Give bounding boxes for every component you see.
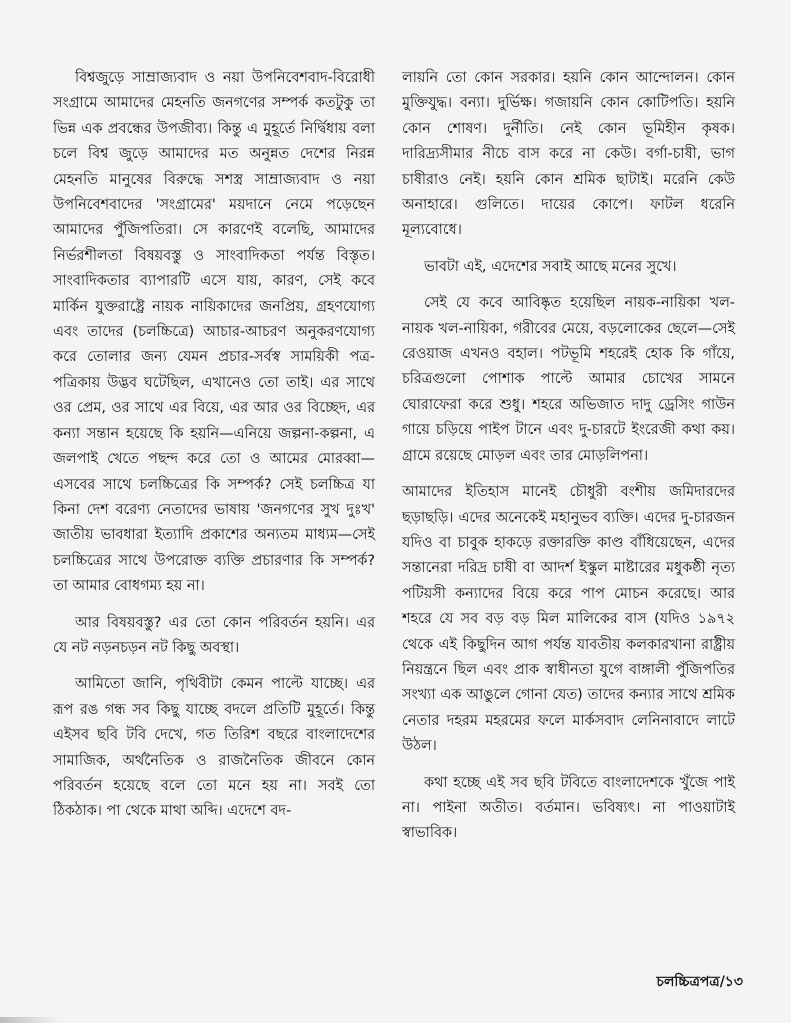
paragraph-right-2: ভাবটা এই, এদেশের সবাই আছে মনের সুখে।	[424, 258, 677, 275]
page-number-footer: চলচ্চিত্রপত্র/১৩	[656, 974, 743, 990]
right-column	[402, 66, 735, 858]
paragraph-right-3: সেই যে কবে আবিষ্কৃত হয়েছিল নায়ক-নায়িকা খল-নায়ক খল-নায়িকা, গরীবের মেয়ে, বড়লোকের ছেলে—সেই রেওয়াজ এখনও বহাল। পটভূমি শহরেই হোক কি গাঁয়ে, চরিত্রগুলো পোশাক পাল্টে আমার চোখের সামনে ঘোরাফেরা করে শুধু। শহরে অভিজাত দাদু ড্রেসিং গাউন গায়ে চড়িয়ে পাইপ টানে এবং দু-চারটে ইংরেজী কথা কয়। গ্রামে রয়েছে মোড়ল এবং তার মোড়লিপনা।	[402, 295, 735, 464]
paragraph-left-2: আর বিষয়বস্তু? এর তো কোন পরিবর্তন হয়নি। এর যে নট নড়নচড়ন নট কিছু অবস্থা।	[53, 614, 375, 656]
paragraph-left-3: আমিতো জানি, পৃথিবীটা কেমন পাল্টে যাচ্ছে। এর রূপ রঙ গন্ধ সব কিছু যাচ্ছে বদলে প্রতিটি মুহূর্তে। কিন্তু এইসব ছবি টবি দেখে, গত তিরিশ বছরে বাংলাদেশের সামাজিক, অর্থনৈতিক ও রাজনৈতিক জীবনে কোন পরিবর্তন হয়েছে বলে তো মনে হয় না। সবই তো ঠিকঠাক। পা থেকে মাথা অব্দি। এদেশে বদ-	[53, 676, 375, 820]
paragraph-left-1: বিশ্বজুড়ে সাম্রাজ্যবাদ ও নয়া উপনিবেশবাদ-বিরোধী সংগ্রামে আমাদের মেহনতি জনগণের সম্পর্ক কতটুকু তা ভিন্ন এক প্রবন্ধের উপজীব্য। কিন্তু এ মুহূর্তে নির্দ্বিধায় বলা চলে বিশ্ব জুড়ে আমাদের মত অনুন্নত দেশের নিরন্ন মেহনতি মানুষের বিরুদ্ধে সশস্ত্র সাম্রাজ্যবাদ ও নয়া উপনিবেশবাদের 'সংগ্রামের' ময়দানে নেমে পড়েছেন আমাদের পুঁজিপতিরা। সে কারণেই বলেছি, আমাদের নির্ভরশীলতা বিষয়বস্তু ও সাংবাদিকতা পর্যন্ত বিস্তৃত। সাংবাদিকতার ব্যাপারটি এসে যায়, কারণ, সেই কবে মার্কিন যুক্তরাষ্ট্রে নায়ক নায়িকাদের জনপ্রিয়, গ্রহণযোগ্য এবং তাদের (চলচ্চিত্রে) আচার-আচরণ অনুকরণযোগ্য করে তোলার জন্য যেমন প্রচার-সর্বস্ব সাময়িকী পত্র-পত্রিকায় উদ্ভব ঘটেছিল, এখানেও তো তাই। এর সাথে ওর প্রেম, ওর সাথে এর বিয়ে, এর আর ওর বিচ্ছেদ, এর কন্যা সন্তান হয়েছে কি হয়নি—এনিয়ে জল্পনা-কল্পনা, এ জলপাই খেতে পছন্দ করে তো ও আমের মোরব্বা—এসবের সাথে চলচ্চিত্রের কি সম্পর্ক? সেই চলচ্চিত্র যা কিনা দেশ বরেণ্য নেতাদের ভাষায় 'জনগণের সুখ দুঃখ' জাতীয় ভাবধারা ইত্যাদি প্রকাশের অন্যতম মাধ্যম—সেই চলচ্চিত্রের সাথে উপরোক্ত ব্যক্তি প্রচারণার কি সম্পর্ক? তা আমার বোধগম্য হয় না।	[53, 70, 375, 595]
paragraph-right-1: লায়নি তো কোন সরকার। হয়নি কোন আন্দোলন। কোন মুক্তিযুদ্ধ। বন্যা। দুর্ভিক্ষ। গজায়নি কোন কোটিপতি। হয়নি কোন শোষণ। দুর্নীতি। নেই কোন ভূমিহীন কৃষক। দারিদ্র্যসীমার নীচে বাস করে না কেউ। বর্গা-চাষী, ভাগ চাষীরাও নেই। হয়নি কোন শ্রমিক ছাটাই। মরেনি কেউ অনাহারে। গুলিতে। দায়ের কোপে। ফাটল ধরেনি মূল্যবোধে।	[402, 70, 735, 239]
scan-edge-mark	[0, 1017, 60, 1023]
paragraph-right-5: কথা হচ্ছে এই সব ছবি টবিতে বাংলাদেশকে খুঁজে পাই না। পাইনা অতীত। বর্তমান। ভবিষ্যৎ। না পাওয়াটাই স্বাভাবিক।	[402, 774, 735, 842]
paragraph-right-4: আমাদের ইতিহাস মানেই চৌধুরী বংশীয় জমিদারদের ছড়াছড়ি। এদের অনেকেই মহানুভব ব্যক্তি। এদের দু-চারজন যদিও বা চাবুক হাকড়ে রক্তারক্তি কাণ্ড বাঁধিয়েছেন, এদের সন্তানেরা দরিদ্র চাষী বা আদর্শ ইস্কুল মাষ্টারের মধুকষ্ঠী নৃত্য পটিয়সী কন্যাদের বিয়ে করে পাপ মোচন করেছে। আর শহরে যে সব বড় বড় মিল মালিকের বাস (যদিও ১৯৭২ থেকে এই কিছুদিন আগ পর্যন্ত যাবতীয় কলকারখানা রাষ্ট্রীয় নিয়ন্ত্রনে ছিল এবং প্রাক স্বাধীনতা যুগে বাঙ্গালী পুঁজিপতির সংখ্যা এক আঙুলে গোনা যেত) তাদের কন্যার সাথে শ্রমিক নেতার দহরম মহরমের ফলে মার্কসবাদ লেনিনাবাদে লাটে উঠল।	[402, 484, 735, 755]
left-column	[53, 66, 375, 836]
